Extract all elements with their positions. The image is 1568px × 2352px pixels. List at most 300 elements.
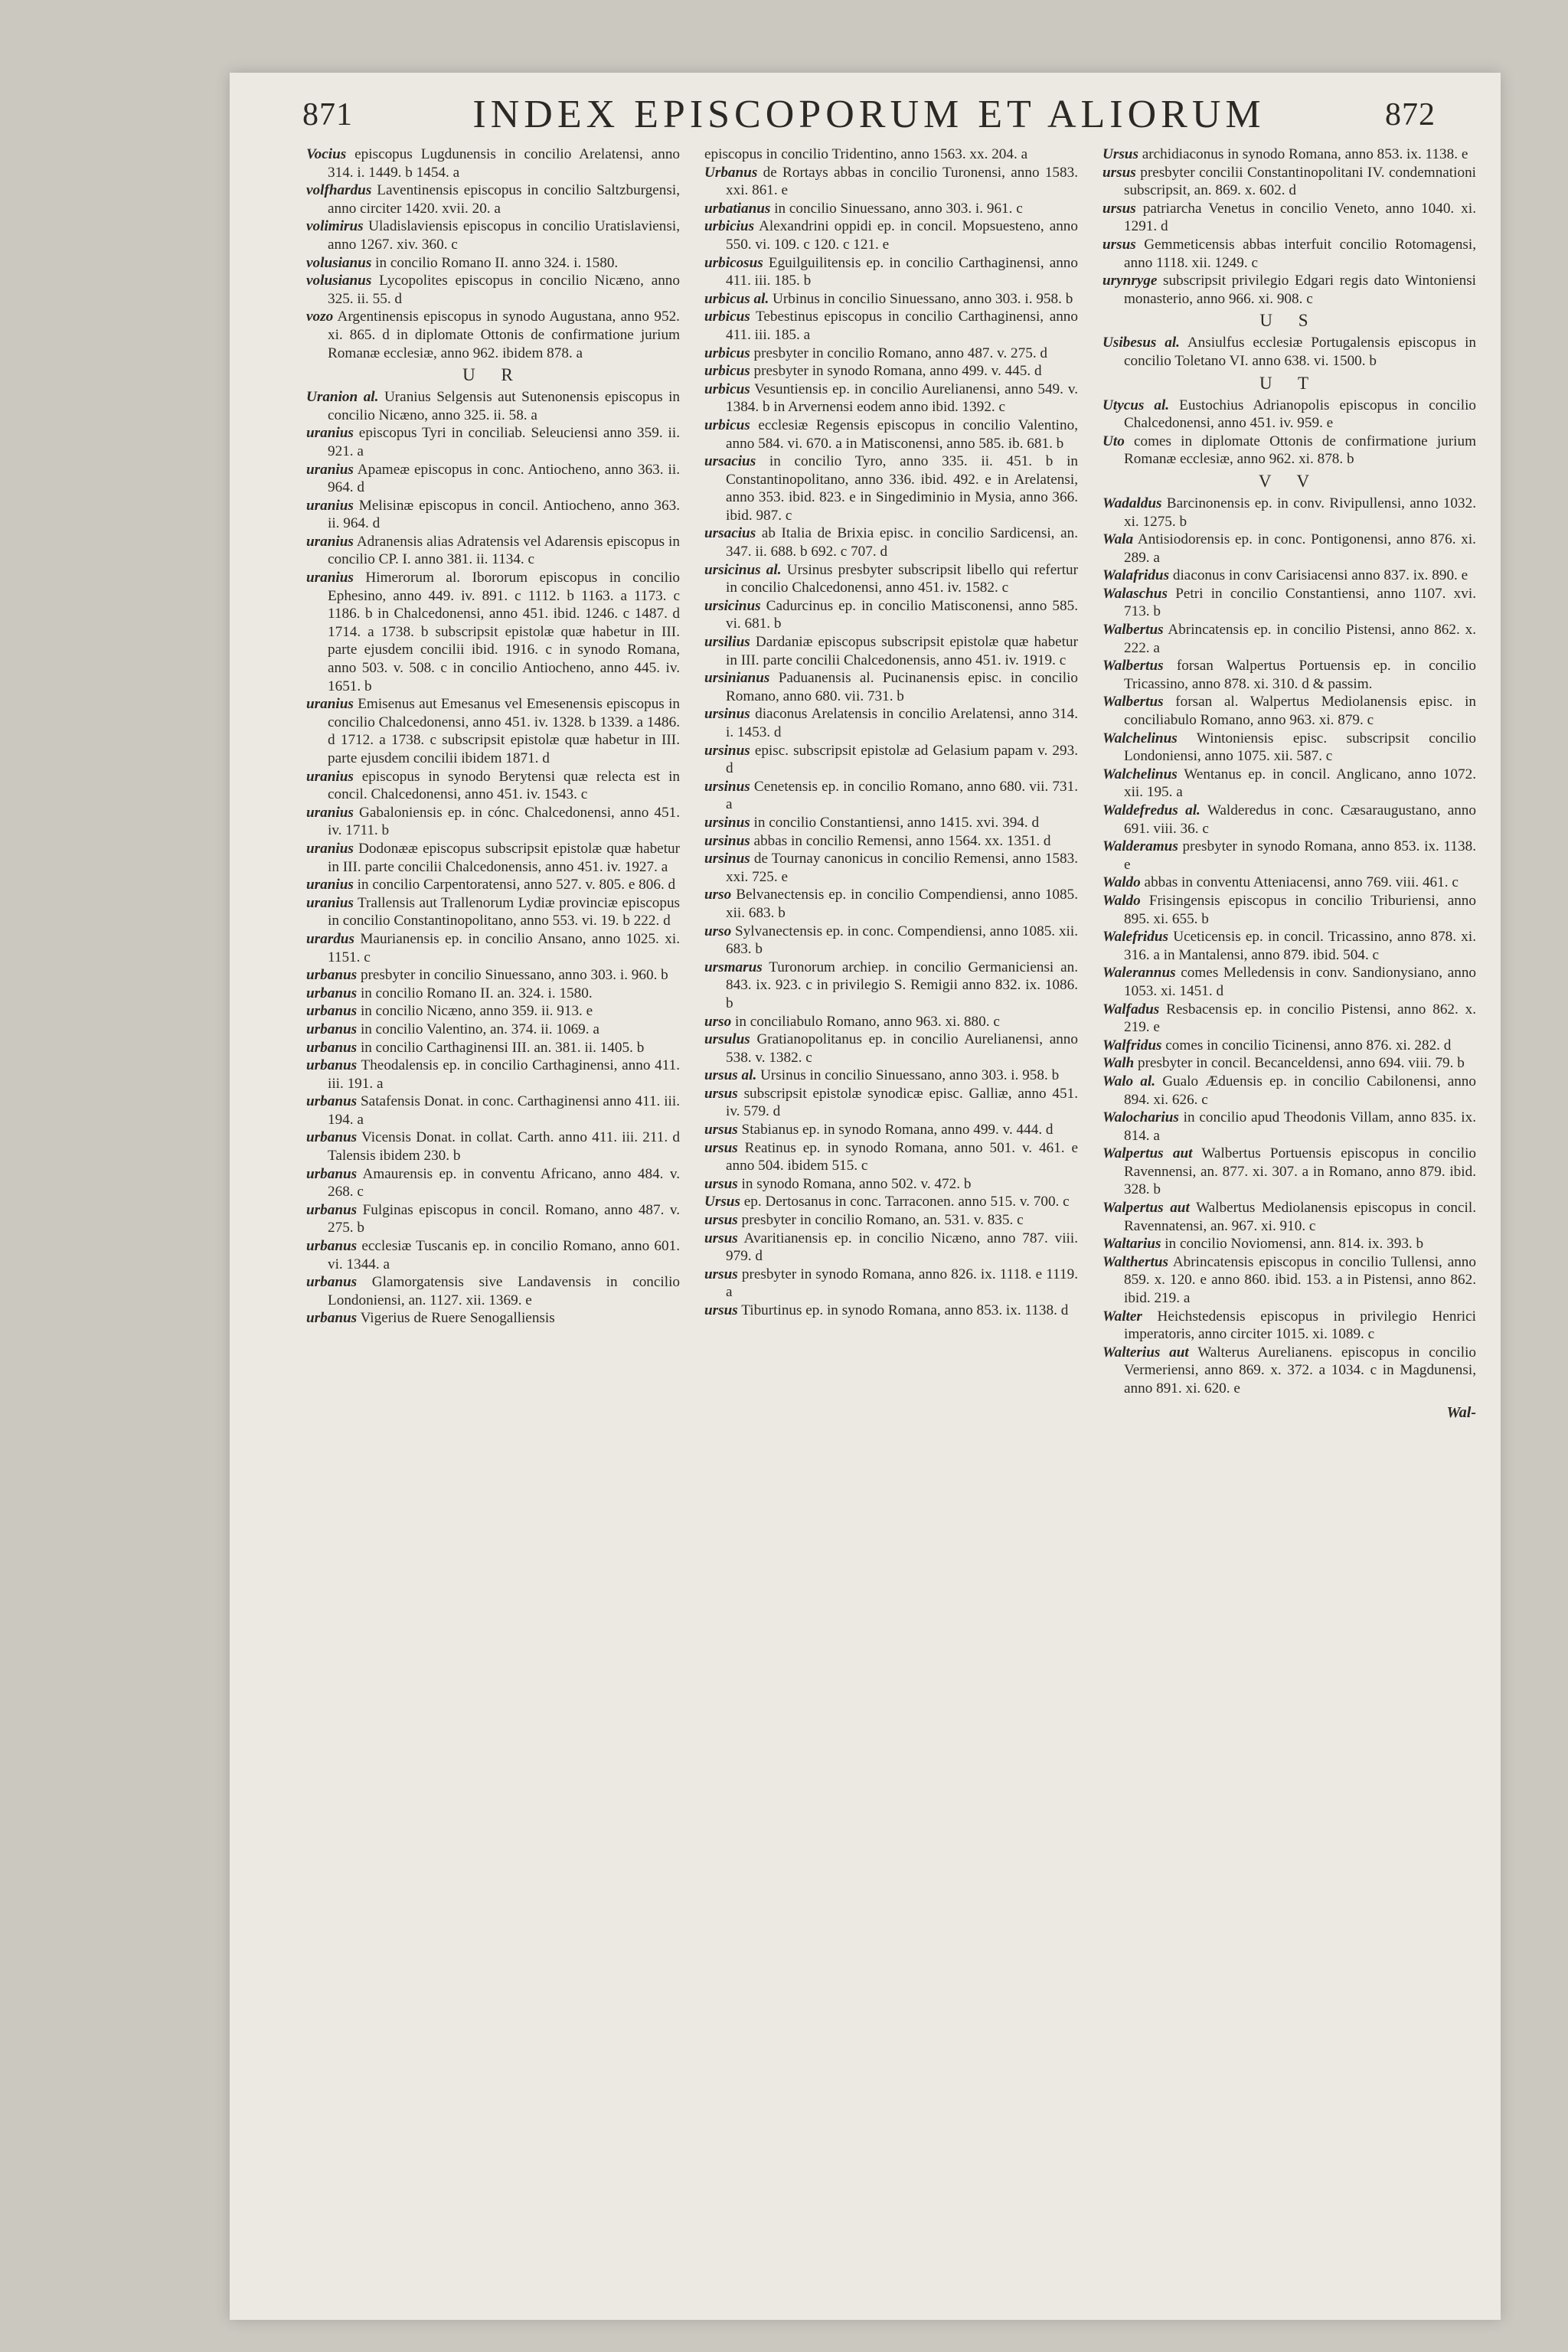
entry-text: Frisingensis episcopus in concilio Triburiensi, anno 895. xi. 655. b — [1124, 892, 1476, 927]
entry-headword: uranius — [306, 497, 354, 514]
index-entry — [1102, 495, 1476, 531]
entry-text: Antisiodorensis ep. in conc. Pontigonensi, anno 876. xi. 289. a — [1124, 531, 1476, 566]
index-entry — [306, 308, 680, 362]
index-column-3 — [1102, 145, 1476, 1422]
entry-text: Walbertus Portuensis episcopus in concilio Ravennensi, an. 877. xi. 307. a in Romano, anno 879. ibid. 328. b — [1124, 1145, 1477, 1198]
entry-text: Eustochius Adrianopolis episcopus in concilio Chalcedonensi, anno 451. iv. 959. e — [1124, 397, 1476, 432]
index-entry — [1102, 657, 1476, 693]
entry-headword: Vocius — [306, 146, 347, 162]
index-entry — [704, 959, 1078, 1013]
entry-text: Wentanus ep. in concil. Anglicano, anno 1072. xii. 195. a — [1124, 766, 1477, 801]
entry-headword: ursus — [1102, 200, 1136, 217]
index-entry — [704, 1121, 1078, 1139]
entry-headword: volfhardus — [306, 182, 372, 199]
entry-headword: urbicus — [704, 345, 750, 361]
entry-text: Ansiulfus ecclesiæ Portugalensis episcopus in concilio Toletano VI. anno 638. vi. 1500. b — [1124, 335, 1476, 369]
entry-text: Himerorum al. Ibororum episcopus in concilio Ephesino, anno 449. iv. 891. c 1112. b 1163. a 1173. c 1186. b in Chalcedonensi, anno 451. ibid. 1246. c 1487. d 1714. a 1738. b subscripsit epistolæ quæ habetur in III. parte ejusdem concilii ibid. 1916. c in synodo Romana, anno 503. v. 508. c in concilio Antiocheno, anno 445. iv. 1651. b — [328, 570, 680, 694]
entry-text: Laventinensis episcopus in concilio Saltzburgensi, anno circiter 1420. xvii. 20. a — [328, 182, 680, 217]
entry-text: in concilio Romano II. an. 324. i. 1580. — [360, 985, 593, 1001]
index-entry — [1102, 164, 1476, 200]
entry-headword: Wala — [1102, 531, 1134, 548]
index-column-2 — [704, 145, 1078, 1320]
entry-headword: Walpertus aut — [1102, 1145, 1193, 1162]
entry-text: Paduanensis al. Pucinanensis episc. in concilio Romano, anno 680. vii. 731. b — [726, 670, 1079, 704]
index-entry — [306, 1129, 680, 1165]
entry-headword: urbicus — [704, 381, 750, 397]
entry-text: Uladislaviensis episcopus in concilio Uratislaviensi, anno 1267. xiv. 360. c — [328, 218, 680, 253]
entry-text: episcopus Tyri in conciliab. Seleuciensi anno 359. ii. 921. a — [328, 425, 680, 459]
entry-headword: ursinus — [704, 742, 750, 759]
index-entry — [1102, 1308, 1476, 1344]
entry-headword: Wadaldus — [1102, 495, 1162, 511]
index-entry — [1102, 928, 1476, 964]
entry-headword: Ursus — [1102, 146, 1138, 162]
entry-text: Amaurensis ep. in conventu Africano, anno 484. v. 268. c — [328, 1165, 680, 1200]
index-entry — [1102, 766, 1476, 802]
entry-headword: Walpertus aut — [1102, 1200, 1190, 1217]
entry-text: comes Melledensis in conv. Sandionysiano, anno 1053. xi. 1451. d — [1124, 965, 1477, 999]
entry-text: abbas in conventu Atteniacensi, anno 769. viii. 461. c — [1144, 874, 1459, 891]
entry-text: Vigerius de Ruere Senogalliensis — [360, 1310, 555, 1327]
entry-headword: urbanus — [306, 985, 358, 1001]
entry-headword: urbanus — [306, 1003, 358, 1020]
entry-headword: uranius — [306, 768, 354, 785]
index-entry — [306, 985, 680, 1003]
entry-text: ep. Dertosanus in conc. Tarraconen. anno 515. v. 700. c — [743, 1194, 1070, 1210]
entry-text: in concilio Sinuessano, anno 303. i. 961. c — [774, 200, 1023, 217]
index-entry — [704, 362, 1078, 381]
entry-headword: ursinus — [704, 778, 750, 795]
entry-text: Theodalensis ep. in concilio Carthaginensi, anno 411. iii. 191. a — [328, 1057, 680, 1092]
catchword: Wal- — [1446, 1403, 1476, 1421]
entry-headword: vozo — [306, 309, 334, 325]
entry-headword: ursacius — [704, 453, 756, 470]
entry-headword: urbicus — [704, 363, 750, 380]
entry-headword: urbicosus — [704, 254, 763, 271]
index-entry — [1102, 1054, 1476, 1073]
entry-text: in concilio Carpentoratensi, anno 527. v. 805. e 806. d — [357, 877, 676, 893]
entry-text: in synodo Romana, anno 502. v. 472. b — [741, 1175, 972, 1192]
index-entry — [704, 778, 1078, 814]
entry-text: Vesuntiensis ep. in concilio Aurelianensi, anno 549. v. 1384. b in Arvernensi eodem anno ibid. 1392. c — [726, 381, 1078, 416]
entry-headword: urbicius — [704, 218, 755, 235]
index-entry — [306, 181, 680, 217]
entry-headword: urbanus — [306, 967, 358, 984]
entry-headword: urbanus — [306, 1057, 358, 1074]
index-entry — [704, 1139, 1078, 1175]
entry-text: Turonorum archiep. in concilio Germaniciensi an. 843. ix. 923. c in privilegio S. Remigii anno 832. ix. 1086. b — [726, 959, 1079, 1011]
index-entry — [704, 633, 1078, 669]
entry-text: in concilio Nicæno, anno 359. ii. 913. e — [360, 1003, 593, 1020]
entry-headword: urbanus — [306, 1310, 358, 1327]
entry-headword: ursus — [704, 1302, 738, 1318]
running-header — [302, 92, 1436, 145]
entry-headword: uranius — [306, 533, 354, 550]
index-entry — [704, 597, 1078, 633]
index-entry — [306, 1039, 680, 1057]
entry-text: in concilio Tyro, anno 335. ii. 451. b in Constantinopolitano, anno 336. ibid. 492. e in Arelatensi, anno 353. ibid. 823. e in Singediminio in Mysia, anno 366. ibid. 987. c — [726, 453, 1079, 524]
entry-headword: uranius — [306, 570, 354, 586]
index-entry — [704, 164, 1078, 200]
index-entry — [1102, 433, 1476, 469]
entry-headword: urbanus — [306, 1093, 358, 1110]
index-entry — [704, 1266, 1078, 1302]
entry-headword: Waltarius — [1102, 1236, 1161, 1253]
entry-headword: Walterius aut — [1102, 1344, 1189, 1361]
entry-text: episc. subscripsit epistolæ ad Gelasium papam v. 293. d — [726, 742, 1078, 777]
index-entry — [704, 1193, 1078, 1211]
entry-headword: ursinus — [704, 851, 750, 867]
entry-text: in concilio Constantiensi, anno 1415. xvi. 394. d — [753, 814, 1040, 831]
index-entry — [704, 217, 1078, 253]
entry-headword: ursus — [704, 1175, 738, 1192]
index-entry — [306, 461, 680, 497]
entry-text: Gratianopolitanus ep. in concilio Aurelianensi, anno 538. v. 1382. c — [726, 1031, 1078, 1066]
index-entry — [704, 452, 1078, 524]
entry-text: presbyter in synodo Romana, anno 826. ix. 1118. e 1119. a — [726, 1266, 1078, 1301]
entry-headword: urynryge — [1102, 273, 1158, 289]
entry-headword: Uto — [1102, 433, 1125, 449]
index-entry — [704, 832, 1078, 851]
entry-headword: Walo al. — [1102, 1073, 1156, 1089]
entry-headword: urbicus — [704, 416, 750, 433]
entry-text: Sylvanectensis ep. in conc. Compendiensi, anno 1085. xii. 683. b — [726, 923, 1078, 958]
entry-text: Petri in concilio Constantiensi, anno 1107. xvi. 713. b — [1124, 585, 1476, 620]
entry-text: ecclesiæ Tuscanis ep. in concilio Romano, anno 601. vi. 1344. a — [328, 1238, 680, 1272]
entry-text: in concilio Valentino, an. 374. ii. 1069. a — [360, 1021, 599, 1037]
entry-text: Abrincatensis episcopus in concilio Tullensi, anno 859. x. 120. e anno 860. ibid. 153. a in Pistensi, anno 862. ibid. 219. a — [1124, 1253, 1476, 1307]
entry-headword: volimirus — [306, 218, 364, 235]
index-entry — [704, 705, 1078, 741]
index-entry — [306, 1021, 680, 1039]
index-entry — [306, 804, 680, 840]
index-entry — [306, 1093, 680, 1129]
left-page-number: 871 — [302, 97, 353, 132]
entry-text: Fulginas episcopus in concil. Romano, anno 487. v. 275. b — [328, 1201, 681, 1236]
entry-headword: urbanus — [306, 1274, 358, 1291]
index-entry — [306, 569, 680, 695]
index-entry — [1102, 236, 1476, 272]
entry-text: Dardaniæ episcopus subscripsit epistolæ quæ habetur in III. parte concilii Chalcedonensis, anno 451. iv. 1919. c — [726, 634, 1078, 668]
index-entry — [306, 1002, 680, 1021]
index-entry — [704, 886, 1078, 922]
entry-text: episcopus in synodo Berytensi quæ relecta est in concil. Chalcedonensi, anno 451. iv. 1543. c — [328, 768, 680, 803]
entry-headword: Walafridus — [1102, 567, 1170, 584]
index-entry — [704, 1302, 1078, 1320]
index-entry — [306, 695, 680, 767]
entry-text: comes in diplomate Ottonis de confirmatione jurium Romanæ ecclesiæ, anno 962. xi. 878. b — [1124, 433, 1477, 468]
entry-text: presbyter in synodo Romana, anno 853. ix. 1138. e — [1124, 838, 1476, 873]
index-entry — [1102, 1001, 1476, 1037]
index-entry — [704, 669, 1078, 705]
index-entry — [306, 1057, 680, 1093]
entry-text: Barcinonensis ep. in conv. Rivipullensi, anno 1032. xi. 1275. b — [1124, 495, 1476, 530]
entry-headword: Walbertus — [1102, 658, 1164, 675]
entry-headword: urbanus — [306, 1021, 358, 1037]
index-entry — [704, 1230, 1078, 1266]
entry-text: Wintoniensis episc. subscripsit concilio Londoniensi, anno 1075. xii. 587. c — [1124, 730, 1476, 765]
entry-text: Urbinus in concilio Sinuessano, anno 303. i. 958. b — [773, 290, 1073, 307]
entry-headword: Walbertus — [1102, 622, 1164, 639]
entry-headword: ursus — [1102, 164, 1136, 181]
entry-headword: urbanus — [306, 1165, 358, 1182]
index-entry — [1102, 730, 1476, 766]
entry-headword: ursilius — [704, 634, 750, 651]
index-entry — [306, 217, 680, 253]
entry-text: in concilio Noviomensi, ann. 814. ix. 393. b — [1165, 1236, 1424, 1253]
entry-text: Dodonææ episcopus subscripsit epistolæ quæ habetur in III. parte concilii Chalcedonensis, anno 451. iv. 1927. a — [328, 840, 681, 875]
entry-text: diaconus Arelatensis in concilio Arelatensi, anno 314. i. 1453. d — [726, 706, 1079, 740]
entry-text: Walderedus in conc. Cæsaraugustano, anno 691. viii. 36. c — [1124, 802, 1476, 837]
entry-headword: Walfadus — [1102, 1001, 1160, 1018]
index-entry — [306, 930, 680, 966]
index-entry — [1102, 272, 1476, 308]
entry-text: episcopus in concilio Tridentino, anno 1563. xx. 204. a — [704, 146, 1028, 162]
index-entry — [704, 850, 1078, 886]
entry-text: Argentinensis episcopus in synodo Augustana, anno 952. xi. 865. d in diplomate Ottonis de confirmatione jurium Romanæ ecclesiæ, anno 962. ibidem 878. a — [328, 309, 680, 361]
entry-headword: urardus — [306, 930, 354, 947]
entry-text: Adranensis alias Adratensis vel Adarensis episcopus in concilio CP. I. anno 381. ii. 1134. c — [328, 533, 680, 568]
entry-text: subscripsit privilegio Edgari regis dato Wintoniensi monasterio, anno 966. xi. 908. c — [1124, 273, 1476, 307]
entry-headword: urbanus — [306, 1039, 358, 1056]
index-entry — [306, 1309, 680, 1328]
entry-text: Gabaloniensis ep. in cónc. Chalcedonensi, anno 451. iv. 1711. b — [328, 804, 680, 839]
index-entry — [306, 424, 680, 460]
entry-text: Satafensis Donat. in conc. Carthaginensi anno 411. iii. 194. a — [328, 1093, 680, 1128]
entry-text: Cenetensis ep. in concilio Romano, anno 680. vii. 731. a — [726, 778, 1079, 813]
index-entry — [704, 923, 1078, 959]
entry-text: presbyter concilii Constantinopolitani IV. condemnationi subscripsit, an. 869. x. 602. d — [1124, 164, 1476, 199]
index-entry — [306, 768, 680, 804]
section-letter-heading: U R — [462, 365, 524, 385]
index-entry — [306, 533, 680, 569]
entry-headword: Ursus — [704, 1194, 740, 1210]
entry-headword: Utycus al. — [1102, 397, 1170, 413]
entry-text: diaconus in conv Carisiacensi anno 837. ix. 890. e — [1172, 567, 1468, 584]
index-entry — [306, 894, 680, 930]
entry-headword: Walocharius — [1102, 1109, 1179, 1126]
entry-headword: Waldefredus al. — [1102, 802, 1200, 818]
entry-text: comes in concilio Ticinensi, anno 876. xi. 282. d — [1165, 1037, 1452, 1054]
entry-text: Ursinus presbyter subscripsit libello qui refertur in concilio Chalcedonensi, anno 451. iv. 1582. c — [726, 561, 1079, 596]
entry-text: forsan Walpertus Portuensis ep. in concilio Tricassino, anno 878. xi. 310. d & passim. — [1124, 658, 1476, 692]
index-entry — [306, 254, 680, 273]
entry-headword: urbatianus — [704, 200, 771, 217]
page — [230, 73, 1501, 2320]
entry-text: Ursinus in concilio Sinuessano, anno 303. i. 958. b — [760, 1067, 1060, 1084]
index-entry — [306, 497, 680, 533]
index-entry — [1102, 1145, 1476, 1199]
index-entry — [704, 345, 1078, 363]
entry-text: presbyter in concilio Romano, an. 531. v. 835. c — [741, 1212, 1024, 1229]
entry-headword: ursus — [704, 1230, 738, 1246]
entry-headword: ursus — [704, 1122, 738, 1138]
entry-text: forsan al. Walpertus Mediolanensis episc. in conciliabulo Romano, anno 963. xi. 879. c — [1124, 694, 1477, 729]
entry-text: Abrincatensis ep. in concilio Pistensi, anno 862. x. 222. a — [1124, 622, 1476, 656]
entry-headword: Waldo — [1102, 892, 1141, 909]
entry-headword: Walh — [1102, 1055, 1135, 1072]
entry-text: patriarcha Venetus in concilio Veneto, anno 1040. xi. 1291. d — [1124, 200, 1476, 235]
entry-text: Gemmeticensis abbas interfuit concilio Rotomagensi, anno 1118. xii. 1249. c — [1124, 236, 1477, 271]
entry-headword: Walefridus — [1102, 929, 1168, 946]
entry-headword: ursus — [704, 1085, 738, 1102]
index-entry — [1102, 874, 1476, 892]
entry-headword: urbanus — [306, 1201, 358, 1218]
index-entry — [704, 416, 1078, 452]
index-entry — [704, 814, 1078, 832]
index-entry — [1102, 892, 1476, 928]
index-entry — [1102, 567, 1476, 585]
entry-text: Maurianensis ep. in concilio Ansano, anno 1025. xi. 1151. c — [328, 930, 680, 965]
entry-headword: ursmarus — [704, 959, 763, 975]
index-entry — [1102, 200, 1476, 236]
index-entry — [1102, 1199, 1476, 1235]
index-entry — [1102, 531, 1476, 567]
entry-text: in concilio Romano II. anno 324. i. 1580. — [375, 254, 619, 271]
entry-text: Tiburtinus ep. in synodo Romana, anno 853. ix. 1138. d — [741, 1302, 1069, 1318]
entry-text: subscripsit epistolæ synodicæ episc. Galliæ, anno 451. iv. 579. d — [726, 1085, 1078, 1120]
entry-text: Eguilguilitensis ep. in concilio Carthaginensi, anno 411. iii. 185. b — [726, 254, 1078, 289]
index-entry — [704, 145, 1078, 164]
entry-text: abbas in concilio Remensi, anno 1564. xx. 1351. d — [753, 832, 1051, 849]
index-entry — [704, 1211, 1078, 1230]
entry-text: ab Italia de Brixia episc. in concilio Sardicensi, an. 347. ii. 688. b 692. c 707. d — [726, 525, 1078, 560]
entry-text: Resbacensis ep. in concilio Pistensi, anno 862. x. 219. e — [1124, 1001, 1477, 1036]
index-entry — [704, 524, 1078, 560]
entry-headword: ursinianus — [704, 670, 770, 687]
page-title: INDEX EPISCOPORUM ET ALIORUM — [472, 93, 1266, 136]
index-entry — [1102, 334, 1476, 370]
entry-headword: uranius — [306, 425, 354, 442]
entry-headword: urso — [704, 887, 732, 903]
entry-headword: volusianus — [306, 273, 372, 289]
entry-text: presbyter in synodo Romana, anno 499. v. 445. d — [753, 363, 1042, 380]
index-entry — [1102, 1253, 1476, 1308]
entry-headword: Urbanus — [704, 164, 758, 181]
entry-text: Heichstedensis episcopus in privilegio Henrici imperatoris, anno circiter 1015. xi. 1089. c — [1124, 1308, 1476, 1343]
entry-text: Tebestinus episcopus in concilio Carthaginensi, anno 411. iii. 185. a — [726, 309, 1078, 343]
entry-headword: uranius — [306, 804, 354, 821]
index-entry — [1102, 1344, 1476, 1398]
index-entry — [704, 200, 1078, 218]
index-entry — [1102, 964, 1476, 1000]
index-entry — [306, 145, 680, 181]
entry-text: Avaritianensis ep. in concilio Nicæno, anno 787. viii. 979. d — [726, 1230, 1078, 1265]
entry-headword: ursacius — [704, 525, 756, 542]
entry-headword: Walter — [1102, 1308, 1142, 1325]
entry-text: ecclesiæ Regensis episcopus in concilio Valentino, anno 584. vi. 670. a in Matisconensi, anno 585. ib. 681. b — [726, 416, 1078, 452]
entry-text: Alexandrini oppidi ep. in concil. Mopsuesteno, anno 550. vi. 109. c 120. c 121. e — [726, 218, 1078, 253]
index-entry — [306, 876, 680, 894]
index-entry — [704, 742, 1078, 778]
index-entry — [306, 1165, 680, 1201]
index-entry — [1102, 585, 1476, 621]
entry-text: Lycopolites episcopus in concilio Nicæno, anno 325. ii. 55. d — [328, 273, 680, 307]
entry-headword: ursinus — [704, 814, 750, 831]
index-entry — [1102, 693, 1476, 729]
index-entry — [306, 388, 680, 424]
entry-headword: Uranion al. — [306, 389, 379, 406]
entry-text: presbyter in concilio Sinuessano, anno 303. i. 960. b — [360, 967, 668, 984]
entry-text: Walbertus Mediolanensis episcopus in concil. Ravennatensi, an. 967. xi. 910. c — [1124, 1200, 1477, 1234]
entry-headword: Walchelinus — [1102, 766, 1178, 782]
index-entry — [1102, 397, 1476, 433]
entry-headword: urbanus — [306, 1129, 358, 1146]
entry-headword: ursus — [1102, 236, 1136, 253]
entry-headword: ursulus — [704, 1031, 750, 1048]
index-entry — [704, 254, 1078, 290]
entry-text: de Rortays abbas in concilio Turonensi, anno 1583. xxi. 861. e — [726, 164, 1079, 199]
entry-text: Gualo Æduensis ep. in concilio Cabilonensi, anno 894. xi. 626. c — [1124, 1073, 1476, 1108]
entry-text: Cadurcinus ep. in concilio Matisconensi, anno 585. vi. 681. b — [726, 597, 1078, 632]
entry-text: episcopus Lugdunensis in concilio Arelatensi, anno 314. i. 1449. b 1454. a — [328, 146, 681, 181]
entry-headword: volusianus — [306, 254, 372, 271]
entry-text: Emisenus aut Emesanus vel Emesenensis episcopus in concilio Chalcedonensi, anno 451. iv. 1328. b 1339. a 1486. d 1712. a 1738. c subscripsit epistolæ quæ habetur in III. parte ejusdem concilii ibidem 1871. d — [328, 696, 681, 766]
entry-text: de Tournay canonicus in concilio Remensi, anno 1583. xxi. 725. e — [726, 851, 1078, 885]
entry-text: in conciliabulo Romano, anno 963. xi. 880. c — [735, 1013, 1000, 1030]
entry-headword: Waldo — [1102, 874, 1141, 891]
entry-text: Reatinus ep. in synodo Romana, anno 501. v. 461. e anno 504. ibidem 515. c — [726, 1139, 1078, 1174]
entry-text: in concilio Carthaginensi III. an. 381. ii. 1405. b — [360, 1039, 645, 1056]
index-entry — [704, 290, 1078, 309]
index-entry — [704, 1175, 1078, 1194]
entry-headword: ursinus — [704, 706, 750, 723]
index-entry — [1102, 1037, 1476, 1055]
entry-headword: ursicinus al. — [704, 561, 782, 578]
index-entry — [1102, 621, 1476, 657]
entry-headword: Walderamus — [1102, 838, 1178, 855]
index-entry — [704, 308, 1078, 344]
index-entry — [704, 381, 1078, 416]
entry-headword: uranius — [306, 840, 354, 857]
entry-headword: urso — [704, 923, 732, 939]
entry-text: Apameæ episcopus in conc. Antiocheno, anno 363. ii. 964. d — [328, 461, 680, 496]
entry-text: in concilio apud Theodonis Villam, anno 835. ix. 814. a — [1124, 1109, 1476, 1144]
entry-headword: ursus — [704, 1212, 738, 1229]
section-letter-heading: U T — [1259, 373, 1319, 393]
entry-headword: uranius — [306, 696, 354, 713]
entry-text: Belvanectensis ep. in concilio Compendiensi, anno 1085. xii. 683. b — [726, 887, 1078, 921]
entry-text: Uceticensis ep. in concil. Tricassino, anno 878. xi. 316. a in Mantalensi, anno 879. ibid. 504. c — [1124, 929, 1476, 963]
entry-headword: urso — [704, 1013, 732, 1030]
entry-headword: uranius — [306, 877, 354, 893]
entry-text: Glamorgatensis sive Landavensis in concilio Londoniensi, an. 1127. xii. 1369. e — [328, 1274, 681, 1308]
entry-headword: ursus — [704, 1139, 738, 1156]
index-entry — [306, 272, 680, 308]
entry-headword: Walfridus — [1102, 1037, 1162, 1054]
index-entry — [306, 966, 680, 985]
entry-headword: urbanus — [306, 1238, 358, 1255]
entry-headword: Walchelinus — [1102, 730, 1178, 746]
entry-headword: ursinus — [704, 832, 750, 849]
index-entry — [704, 1013, 1078, 1031]
entry-text: Melisinæ episcopus in concil. Antiocheno, anno 363. ii. 964. d — [328, 497, 681, 532]
entry-text: Walterus Aurelianens. episcopus in concilio Vermeriensi, anno 869. x. 372. a 1034. c in Magdunensi, anno 891. xi. 620. e — [1124, 1344, 1476, 1396]
entry-headword: ursicinus — [704, 597, 761, 614]
entry-headword: ursus al. — [704, 1067, 757, 1084]
entry-text: Uranius Selgensis aut Sutenonensis episcopus in concilio Nicæno, anno 325. ii. 58. a — [328, 389, 681, 423]
entry-text: Stabianus ep. in synodo Romana, anno 499. v. 444. d — [741, 1122, 1054, 1138]
index-entry — [1102, 1073, 1476, 1109]
index-entry — [306, 1237, 680, 1273]
index-entry — [1102, 1109, 1476, 1145]
section-letter-heading: U S — [1259, 311, 1319, 331]
entry-text: presbyter in concilio Romano, anno 487. v. 275. d — [753, 345, 1048, 361]
entry-text: Trallensis aut Trallenorum Lydiæ provinciæ episcopus in concilio Constantinopolitano, anno 553. vi. 19. b 222. d — [328, 894, 681, 929]
index-entry — [306, 1273, 680, 1309]
index-entry — [1102, 802, 1476, 838]
entry-text: archidiaconus in synodo Romana, anno 853. ix. 1138. e — [1142, 146, 1468, 162]
